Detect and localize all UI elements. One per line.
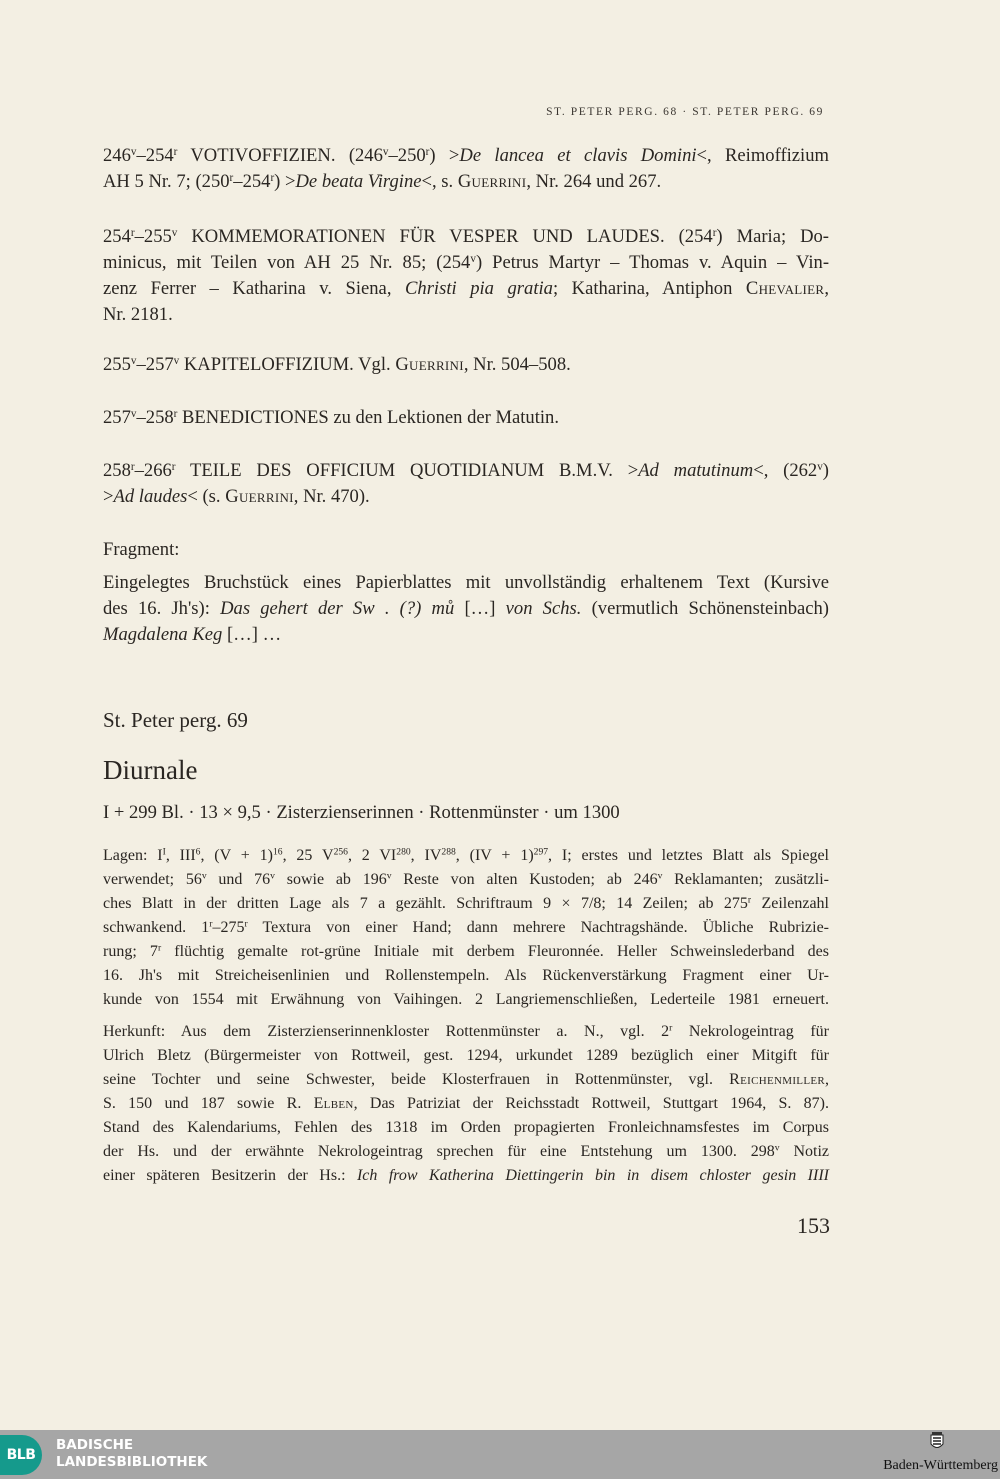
- folio-superscript: v: [386, 870, 392, 882]
- folio-superscript: r: [171, 460, 176, 473]
- text-segment: seine Tochter und seine Schwester, beide Klosterfrauen in Rottenmünster, vgl.: [103, 1071, 730, 1088]
- text-line: [103, 302, 829, 328]
- folio-superscript: r: [157, 942, 162, 954]
- text-line: [103, 1164, 829, 1188]
- folio-superscript: r: [130, 460, 135, 473]
- folio-superscript: v: [817, 460, 823, 473]
- entry-officium: [103, 458, 829, 510]
- folio-superscript: r: [229, 171, 234, 184]
- text-segment: –258: [136, 407, 174, 428]
- entry-kommemorationen: [103, 224, 829, 328]
- text-segment: rung; 7: [103, 943, 158, 960]
- text-line: [103, 800, 829, 826]
- text-segment: 246: [103, 145, 131, 166]
- text-segment: , IV: [410, 847, 442, 864]
- text-segment: , (IV + 1): [455, 847, 534, 864]
- folio-superscript: r: [173, 145, 178, 158]
- text-line: [103, 844, 829, 868]
- text-segment: ; Katharina, Antiphon: [552, 278, 746, 299]
- text-segment: , Nr. 264 und 267.: [526, 171, 662, 192]
- folio-superscript: v: [382, 145, 389, 158]
- coat-of-arms-icon: [930, 1431, 944, 1451]
- text-segment: TEILE DES OFFICIUM QUOTIDIANUM B.M.V. >: [175, 460, 639, 481]
- text-segment: , Nr. 504–508.: [463, 354, 571, 375]
- text-segment: –266: [134, 460, 172, 481]
- lagen-paragraph: [103, 844, 829, 1012]
- text-segment: VOTIVOFFIZIEN. (246: [177, 145, 383, 166]
- text-segment: Nr. 2181.: [103, 304, 173, 325]
- text-line: [103, 1140, 829, 1164]
- text-segment: […] …: [222, 624, 282, 645]
- text-segment: schwankend. 1: [103, 919, 210, 936]
- text-segment: KAPITELOFFIZIUM. Vgl.: [179, 354, 396, 375]
- folio-superscript: r: [712, 226, 717, 239]
- library-name-line2: LANDESBIBLIOTHEK: [56, 1454, 208, 1470]
- text-segment: ) >: [274, 171, 296, 192]
- text-segment: Nekrologeintrag für: [672, 1023, 829, 1040]
- text-segment: <, s.: [421, 171, 458, 192]
- manuscript-summary: [103, 800, 829, 826]
- author-name: Reichenmiller: [729, 1071, 825, 1088]
- text-line: [103, 1092, 829, 1116]
- state-label: Baden-Württemberg: [883, 1458, 998, 1473]
- italic-text: Das gehert der Sw . (?) mů: [220, 598, 455, 619]
- author-name: Guerrini: [225, 486, 294, 507]
- text-line: [103, 458, 829, 484]
- text-segment: Reklamanten; zusätzli-: [662, 871, 829, 888]
- text-segment: flüchtig gemalte rot-grüne Initiale mit derbem Fleuronnée. Heller Schweinslederband des: [161, 943, 829, 960]
- text-segment: Notiz: [779, 1143, 829, 1160]
- text-segment: des 16. Jh's):: [103, 598, 221, 619]
- text-segment: AH 5 Nr. 7; (250: [103, 171, 230, 192]
- author-name: Elben: [313, 1095, 354, 1112]
- text-line: [103, 224, 829, 250]
- author-name: Chevalier: [745, 278, 825, 299]
- text-line: [103, 1068, 829, 1092]
- folio-superscript: r: [209, 918, 213, 930]
- text-segment: ) Maria; Do-: [716, 226, 829, 247]
- italic-text: Ad laudes: [113, 486, 188, 507]
- text-segment: –254: [233, 171, 271, 192]
- text-segment: und 76: [206, 871, 271, 888]
- folio-superscript: v: [130, 354, 137, 367]
- text-line: [103, 405, 829, 431]
- entry-kapiteloffizium: [103, 352, 829, 378]
- text-segment: BENEDICTIONES zu den Lektionen der Matutin.: [177, 407, 559, 428]
- text-segment: ) >: [429, 145, 460, 166]
- text-line: [103, 352, 829, 378]
- text-segment: Reste von alten Kustoden; ab 246: [391, 871, 658, 888]
- herkunft-paragraph: [103, 1020, 829, 1188]
- italic-text: Ich frow Katherina Diettingerin bin in disem chloster gesin IIII: [356, 1167, 829, 1184]
- text-segment: zenz Ferrer – Katharina v. Siena,: [103, 278, 405, 299]
- text-segment: ): [822, 460, 829, 481]
- folio-superscript: 16: [272, 846, 283, 858]
- folio-superscript: 6: [195, 846, 201, 858]
- folio-superscript: 280: [396, 846, 411, 858]
- text-segment: 257: [103, 407, 131, 428]
- folio-superscript: I: [162, 846, 166, 858]
- entry-votivoffizien: [103, 143, 829, 195]
- page-number: 153: [797, 1213, 830, 1238]
- text-segment: –257: [136, 354, 174, 375]
- text-segment: , 2 VI: [347, 847, 397, 864]
- text-segment: Herkunft: Aus dem Zisterzienserinnenkloster Rottenmünster a. N., vgl. 2: [103, 1023, 670, 1040]
- folio-superscript: v: [171, 226, 178, 239]
- text-segment: KOMMEMORATIONEN FÜR VESPER UND LAUDES. (254: [177, 226, 713, 247]
- text-segment: […]: [454, 598, 506, 619]
- text-segment: –275: [212, 919, 245, 936]
- text-segment: >: [103, 486, 114, 507]
- text-segment: I + 299 Bl. · 13 × 9,5 · Zisterzienserinnen · Rottenmünster · um 1300: [103, 802, 620, 823]
- entry-benedictiones: [103, 405, 829, 431]
- text-segment: –255: [134, 226, 172, 247]
- text-line: [103, 1044, 829, 1068]
- text-line: [103, 250, 829, 276]
- italic-text: De beata Virgine: [295, 171, 422, 192]
- text-line: [103, 1020, 829, 1044]
- text-segment: –250: [388, 145, 426, 166]
- text-segment: 254: [103, 226, 131, 247]
- text-segment: Textura von einer Hand; dann mehrere Nachtragshände. Übliche Rubrizie-: [247, 919, 829, 936]
- folio-superscript: r: [270, 171, 275, 184]
- text-segment: der Hs. und der erwähnte Nekrologeintrag sprechen für eine Entstehung um 1300. 298: [103, 1143, 775, 1160]
- folio-superscript: v: [201, 870, 207, 882]
- folio-superscript: r: [244, 918, 248, 930]
- text-segment: Eingelegtes Bruchstück eines Papierblattes mit unvollständig erhaltenem Text (Kursive: [103, 572, 829, 593]
- text-line: [103, 892, 829, 916]
- folio-superscript: v: [173, 354, 180, 367]
- italic-text: Magdalena Keg: [103, 624, 223, 645]
- text-line: [103, 964, 829, 988]
- text-line: [103, 622, 829, 648]
- folio-superscript: v: [657, 870, 663, 882]
- folio-superscript: r: [173, 407, 178, 420]
- text-segment: <, (262: [753, 460, 818, 481]
- blb-logo[interactable]: BLB: [0, 1435, 42, 1475]
- text-segment: 255: [103, 354, 131, 375]
- fragment-text: [103, 570, 829, 648]
- text-segment: (vermutlich Schönensteinbach): [581, 598, 829, 619]
- text-segment: Lagen: I: [103, 847, 163, 864]
- text-segment: einer späteren Besitzerin der Hs.:: [103, 1167, 357, 1184]
- text-segment: 16. Jh's mit Streicheisenlinien und Rollenstempeln. Als Rückenverstärkung Fragment einer Ur-: [103, 967, 829, 984]
- text-segment: , Nr. 470).: [293, 486, 370, 507]
- library-name-line1: BADISCHE: [56, 1437, 134, 1453]
- footer-bar: [0, 1430, 1000, 1479]
- text-segment: kunde von 1554 mit Erwähnung von Vaihingen. 2 Langriemenschließen, Lederteile 1981 erneuert.: [103, 991, 829, 1008]
- text-segment: , Das Patriziat der Reichsstadt Rottweil, Stuttgart 1964, S. 87).: [353, 1095, 829, 1112]
- shelfmark: St. Peter perg. 69: [103, 708, 248, 732]
- text-segment: ) Petrus Martyr – Thomas v. Aquin – Vin-: [475, 252, 830, 273]
- text-line: [103, 868, 829, 892]
- text-line: [103, 1116, 829, 1140]
- text-line: [103, 484, 829, 510]
- text-segment: Ulrich Bletz (Bürgermeister von Rottweil, gest. 1294, urkundet 1289 bezüglich einer Mitgift für: [103, 1047, 829, 1064]
- folio-superscript: v: [270, 870, 275, 882]
- text-segment: verwendet; 56: [103, 871, 202, 888]
- text-segment: ,: [825, 1071, 829, 1088]
- folio-superscript: v: [774, 1142, 780, 1154]
- text-segment: S. 150 und 187 sowie R.: [103, 1095, 314, 1112]
- folio-superscript: r: [747, 894, 752, 906]
- text-segment: Fragment:: [103, 539, 180, 560]
- text-segment: < (s.: [187, 486, 226, 507]
- fragment-label: [103, 537, 829, 563]
- text-line: [103, 537, 829, 563]
- text-segment: minicus, mit Teilen von AH 25 Nr. 85; (254: [103, 252, 471, 273]
- text-segment: , (V + 1): [200, 847, 273, 864]
- text-line: [103, 940, 829, 964]
- italic-text: von Schs.: [505, 598, 582, 619]
- folio-superscript: r: [130, 226, 135, 239]
- text-segment: Zeilenzahl: [751, 895, 829, 912]
- text-line: [103, 916, 829, 940]
- folio-superscript: r: [669, 1022, 673, 1034]
- text-segment: , 25 V: [282, 847, 334, 864]
- text-line: [103, 143, 829, 169]
- running-header: ST. PETER PERG. 68 · ST. PETER PERG. 69: [546, 106, 824, 118]
- text-segment: –254: [136, 145, 174, 166]
- text-segment: ches Blatt in der dritten Lage als 7 a gezählt. Schriftraum 9 × 7/8; 14 Zeilen; ab 275: [103, 895, 748, 912]
- folio-superscript: 256: [333, 846, 348, 858]
- folio-superscript: v: [470, 252, 476, 265]
- italic-text: Christi pia gratia: [405, 278, 553, 299]
- text-segment: ,: [824, 278, 829, 299]
- text-segment: Stand des Kalendariums, Fehlen des 1318 im Orden propagierten Fronleichnamsfestes im Corpus: [103, 1119, 829, 1136]
- italic-text: De lancea et clavis Domini: [459, 145, 697, 166]
- text-segment: sowie ab 196: [274, 871, 387, 888]
- folio-superscript: v: [130, 407, 137, 420]
- text-segment: <, Reimoffizium: [696, 145, 829, 166]
- text-line: [103, 596, 829, 622]
- author-name: Guerrini: [395, 354, 464, 375]
- text-line: [103, 169, 829, 195]
- folio-superscript: 288: [441, 846, 456, 858]
- folio-superscript: r: [425, 145, 430, 158]
- folio-superscript: v: [130, 145, 137, 158]
- italic-text: Ad matutinum: [638, 460, 754, 481]
- manuscript-title: Diurnale: [103, 755, 198, 785]
- text-line: [103, 570, 829, 596]
- text-segment: , I; erstes und letztes Blatt als Spiegel: [548, 847, 830, 864]
- text-line: [103, 988, 829, 1012]
- text-line: [103, 276, 829, 302]
- text-segment: 258: [103, 460, 131, 481]
- text-segment: , III: [165, 847, 196, 864]
- author-name: Guerrini: [457, 171, 527, 192]
- folio-superscript: 297: [533, 846, 549, 858]
